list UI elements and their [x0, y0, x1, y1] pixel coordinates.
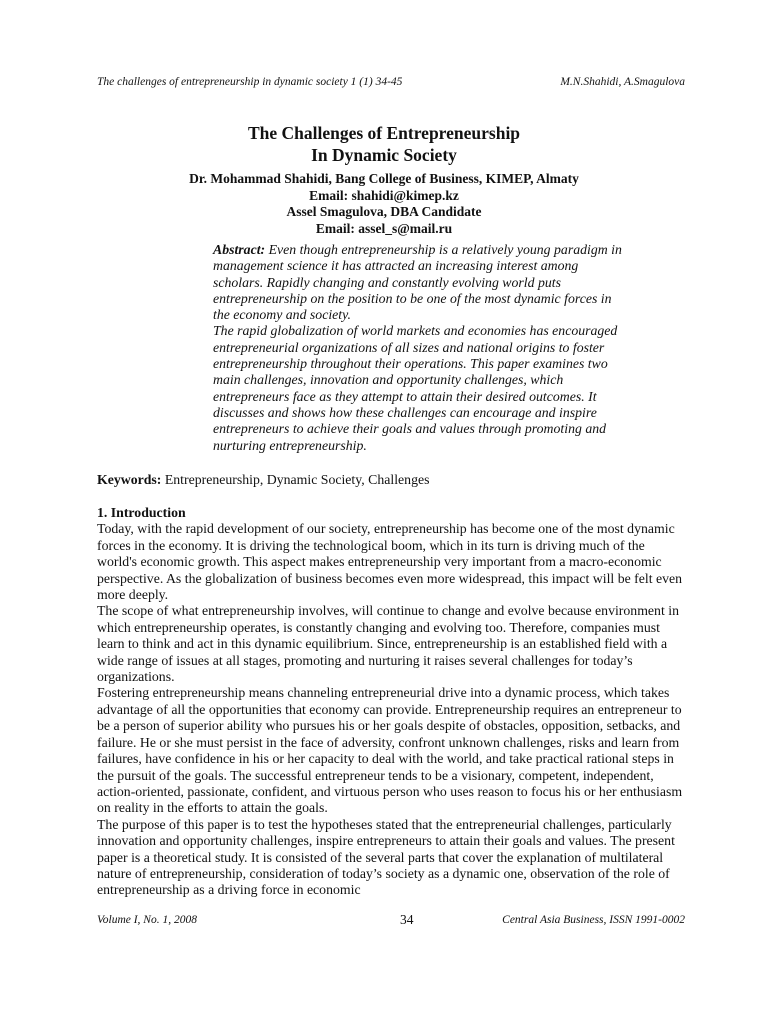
author-1-affiliation: Dr. Mohammad Shahidi, Bang College of Business, KIMEP, Almaty: [189, 171, 579, 186]
abstract: [213, 242, 623, 454]
title-line-1: The Challenges of Entrepreneurship: [247, 123, 521, 143]
author-2-affiliation: Assel Smagulova, DBA Candidate: [286, 204, 482, 219]
section-heading: 1. Introduction: [97, 505, 186, 520]
body-paragraph: Today, with the rapid development of our society, entrepreneurship has become one of the most dynamic forces in the economy. It is driving the technological boom, which in its turn is driving much of the world's economic growth. This aspect makes entrepreneurship very important from a macro-economic perspective. As the globalization of business becomes even more widespread, this impact will be felt even more deeply.: [97, 521, 683, 603]
keywords-line: [97, 472, 687, 488]
body-paragraph: Fostering entrepreneurship means channeling entrepreneurial drive into a dynamic process, which takes advantage of all the opportunities that economy can provide. Entrepreneurship requires an entrepreneur to be a person of superior ability who pursues his or her goals despite of obstacles, opposition, setbacks, and failure. He or she must persist in the face of adversity, confront unknown challenges, risks and learn from failures, have confidence in his or her capacity to deal with the world, and take practical rational steps in the pursuit of the goals. The successful entrepreneur tends to be a visionary, competent, independent, action-oriented, passionate, confident, and virtuous person who uses reason to focus his or her enthusiasm on reality in the efforts to attain the goals.: [97, 685, 683, 816]
keywords-label: Keywords:: [97, 472, 162, 487]
page-footer: [97, 914, 685, 926]
abstract-paragraph-1: [213, 242, 623, 323]
body-paragraph: The scope of what entrepreneurship involves, will continue to change and evolve because environment in which entrepreneurship operates, is constantly changing and evolving too. Therefore, companies must learn to think and act in this dynamic equilibrium. Since, entrepreneurship is an established field with a wide range of issues at all stages, promoting and nurturing it raises several challenges for today’s organizations.: [97, 603, 679, 685]
keywords-text: Entrepreneurship, Dynamic Society, Challenges: [161, 472, 430, 487]
running-header-right: M.N.Shahidi, A.Smagulova: [560, 76, 685, 88]
running-header-left: The challenges of entrepreneurship in dynamic society 1 (1) 34-45: [97, 76, 403, 88]
abstract-paragraph-2: The rapid globalization of world markets and economies has encouraged entrepreneurial organizations of all sizes and national origins to foster entrepreneurship throughout their operations. This paper examines two main challenges, innovation and opportunity challenges, which entrepreneurs face as they attempt to attain their desired outcomes. It discusses and shows how these challenges can encourage and inspire entrepreneurs to achieve their goals and values through promoting and nurturing entrepreneurship.: [213, 323, 618, 453]
body-paragraph: The purpose of this paper is to test the hypotheses stated that the entrepreneurial challenges, particularly innovation and opportunity challenges, inspire entrepreneurs to attain their goals and values. The present paper is a theoretical study. It is consisted of the several parts that cover the explanation of multilateral nature of entrepreneurship, consideration of today’s society as a dynamic one, observation of the role of entrepreneurship as a driving force in economic: [97, 816, 675, 898]
section-introduction: [97, 505, 687, 899]
author-2-email: Email: assel_s@mail.ru: [315, 220, 453, 236]
author-block: [0, 171, 768, 237]
paper-title: [0, 122, 768, 166]
title-line-2: In Dynamic Society: [311, 145, 457, 165]
abstract-label: Abstract:: [213, 242, 266, 257]
footer-volume: Volume I, No. 1, 2008: [97, 914, 197, 926]
footer-journal: Central Asia Business, ISSN 1991-0002: [502, 914, 685, 926]
page-number: 34: [400, 912, 414, 927]
running-header: [97, 76, 685, 88]
abstract-text-1: Even though entrepreneurship is a relatively young paradigm in management science it has attracted an increasing interest among scholars. Rapidly changing and constantly evolving world puts entrepreneurship on the position to be one of the most dynamic forces in the economy and society.: [213, 242, 622, 323]
author-1-email: Email: shahidi@kimep.kz: [309, 187, 459, 203]
